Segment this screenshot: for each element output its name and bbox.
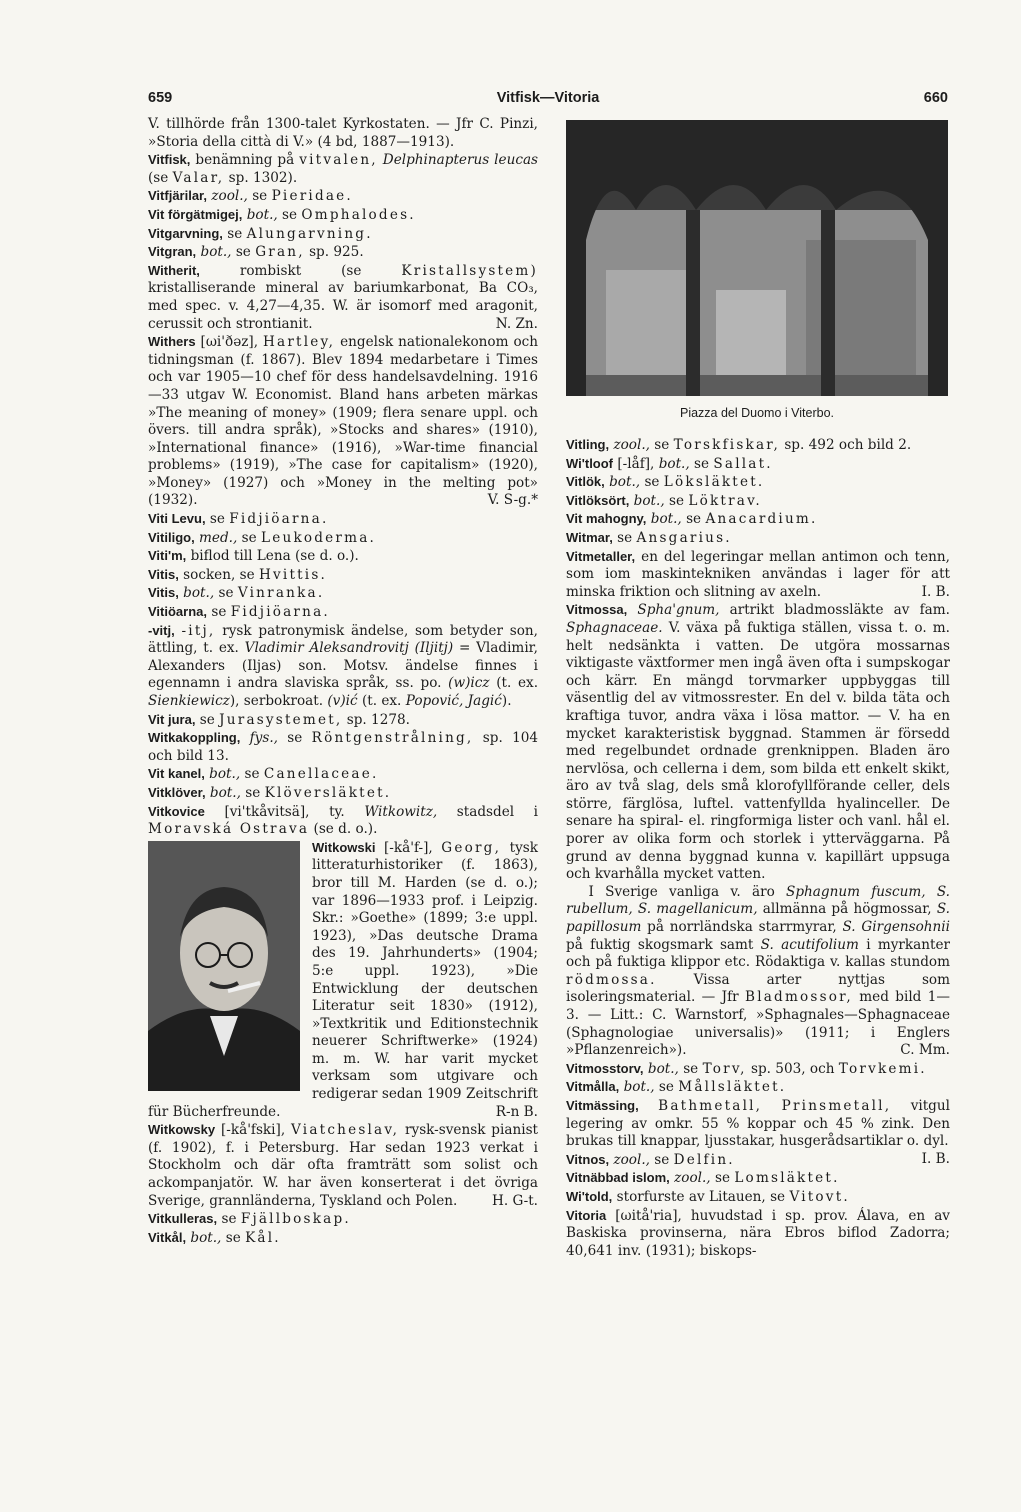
right-column bbox=[566, 436, 950, 1260]
page-number-left: 659 bbox=[148, 90, 173, 106]
headword: Vitmålla, bbox=[566, 1079, 620, 1095]
headword: Vitfisk, bbox=[148, 152, 191, 168]
entry-vitkal: Vitkål, bot., se Kål. bbox=[148, 1229, 281, 1246]
headword: Vitfjärilar, bbox=[148, 188, 208, 204]
entry-vitnos: Vitnos, zool., se Delfin. bbox=[566, 1151, 735, 1168]
entry-vitkulleras: Vitkulleras, se Fjällboskap. bbox=[148, 1211, 351, 1228]
entry-vitj: -vitj, -itj, rysk patronymisk ändelse, som betyder son, ättling, t. ex. Vladimir Aleksandrovitj (Iljitj) = Vladimir, Alexanders (Iljas) son. Motsv. ändelse finnes i egennamn i andra slaviska språk, ss. po. (w)icz (t. ex. Sienkiewicz), serbokroat. (v)ić (t. ex. Popović, Jagić). bbox=[148, 622, 539, 709]
headword: Witkakoppling, bbox=[148, 730, 241, 746]
entry-witherit: Witherit, rombiskt (se Kristallsystem) kristalliserande mineral av bariumkarbonat, Ba CO₃, med spec. v. 4,27—4,35. W. är isomorf med aragonit, cerussit och strontianit. N. Zn. bbox=[148, 262, 538, 332]
entry-witold: Wi'told, storfurste av Litauen, se Vitovt. bbox=[566, 1188, 850, 1205]
author-signature: I. B. bbox=[921, 1150, 950, 1167]
entry-vit-kanel: Vit kanel, bot., se Canellaceae. bbox=[148, 766, 379, 783]
headword: Withers bbox=[148, 334, 196, 350]
entry-witkowsky: Witkowsky [-kå'fski], Viatcheslav, rysk-svensk pianist (f. 1902), f. i Petersburg. Har sedan 1923 verkat i Stockholm och där ofta framträtt som solist och ackompanjatör. W. har även konserterat i det övriga Sverige, grannländerna, Tyskland och Polen. H. G-t. bbox=[148, 1122, 539, 1209]
entry-continuation: V. tillhörde från 1300-talet Kyrkostaten. — Jfr C. Pinzi, »Storia della città di V.» (4 bd, 1887—1913). bbox=[148, 116, 538, 150]
entry-vitnabbad-islom: Vitnäbbad islom, zool., se Lomsläktet. bbox=[566, 1170, 840, 1187]
running-head: Vitfisk—Vitoria bbox=[496, 90, 600, 106]
headword: Vitiligo, bbox=[148, 529, 195, 545]
headword: Viti Levu, bbox=[148, 511, 206, 527]
headword: Vitmässing, bbox=[566, 1097, 639, 1113]
page-number-right: 660 bbox=[923, 90, 948, 106]
entry-vitiligo: Vitiligo, med., se Leukoderma. bbox=[148, 529, 377, 546]
entry-witkowski: Witkowski [-kå'f-], Georg, tysk litteraturhistoriker (f. 1863), bror till M. Harden (se d. o.); var 1896—1933 prof. i Leipzig. Skr.: »Goethe» (1899; 3:e uppl. 1923), »Das deutsche Drama des 19. Jahrhunderts» (1904; 5:e uppl. 1923), »Die Entwicklung der deutschen Literatur seit 1830» (1912), »Textkritik und Editionstechnik neuerer Schriftwerke» (1924) m. m. W. har varit mycket verksam som utgivare och redigerar sedan 1909 Zeitschrift für Bücherfreunde. R-n B. bbox=[148, 839, 539, 1120]
page-header bbox=[148, 90, 948, 110]
entry-vitling: Vitling, zool., se Torskfiskar, sp. 492 och bild 2. bbox=[566, 437, 912, 453]
headword: Vitiöarna, bbox=[148, 604, 208, 620]
entry-vitgarvning: Vitgarvning, se Alungarvning. bbox=[148, 225, 373, 242]
headword: Vitmetaller, bbox=[566, 548, 636, 564]
headword: Vitlök, bbox=[566, 474, 605, 490]
headword: Vitnos, bbox=[566, 1151, 610, 1167]
headword: Vitkulleras, bbox=[148, 1211, 218, 1227]
headword: Vitoria bbox=[566, 1207, 607, 1223]
headword: Vitling, bbox=[566, 437, 610, 452]
headword: Witkowsky bbox=[148, 1122, 216, 1138]
entry-witloof: Wi'tloof [-låf], bot., se Sallat. bbox=[566, 455, 773, 472]
headword: Vitis, bbox=[148, 585, 179, 601]
author-signature: H. G-t. bbox=[492, 1192, 538, 1209]
headword: Vit förgätmigej, bbox=[148, 206, 243, 222]
author-signature: C. Mm. bbox=[900, 1042, 950, 1059]
headword: Vitmosstorv, bbox=[566, 1060, 644, 1076]
headword: Vitnäbbad islom, bbox=[566, 1170, 670, 1186]
viterbo-photo bbox=[566, 120, 948, 396]
entry-vitoria: Vitoria [ωitå'ria], huvudstad i sp. prov. Álava, en av Baskiska provinserna, nära Ebros biflod Zadorra; 40,641 inv. (1931); biskops- bbox=[566, 1207, 950, 1259]
headword: Vitgarvning, bbox=[148, 225, 223, 241]
headword: Wi'tloof bbox=[566, 455, 614, 471]
entry-vitmosstorv: Vitmosstorv, bot., se Torv, sp. 503, och Torvkemi. bbox=[566, 1060, 927, 1077]
headword: Wi'told, bbox=[566, 1188, 613, 1204]
entry-vitlok: Vitlök, bot., se Löksläktet. bbox=[566, 474, 765, 491]
author-signature: I. B. bbox=[921, 583, 950, 600]
entry-vitis-socken: Vitis, socken, se Hvittis. bbox=[148, 566, 328, 583]
headword: Vitklöver, bbox=[148, 784, 206, 800]
entry-vitioarna: Vitiöarna, se Fidjiöarna. bbox=[148, 604, 330, 621]
entry-vitfjarilar: Vitfjärilar, zool., se Pieridae. bbox=[148, 188, 353, 205]
entry-vitis-bot: Vitis, bot., se Vinranka. bbox=[148, 585, 325, 602]
headword: -vitj, bbox=[148, 622, 175, 638]
entry-vitloksort: Vitlöksört, bot., se Löktrav. bbox=[566, 492, 762, 509]
headword: Vitkål, bbox=[148, 1229, 187, 1245]
entry-vitim: Viti'm, biflod till Lena (se d. o.). bbox=[148, 548, 359, 565]
headword: Vit jura, bbox=[148, 711, 196, 727]
entry-witkakoppling: Witkakoppling, fys., se Röntgenstrålning, sp. 104 och bild 13. bbox=[148, 730, 539, 764]
headword: Vitkovice bbox=[148, 803, 205, 819]
entry-vitfisk: Vitfisk, benämning på vitvalen, Delphinapterus leucas (se Valar, sp. 1302). bbox=[148, 152, 539, 186]
author-signature: N. Zn. bbox=[495, 315, 538, 332]
left-column bbox=[148, 116, 538, 1247]
headword: Vit kanel, bbox=[148, 766, 205, 782]
entry-vitklover: Vitklöver, bot., se Klöversläktet. bbox=[148, 784, 392, 801]
entry-vit-jura: Vit jura, se Jurasystemet, sp. 1278. bbox=[148, 711, 410, 728]
entry-vitkovice: Vitkovice [vi'tkåvitsä], ty. Witkowitz, stadsdel i Moravská Ostrava (se d. o.). bbox=[148, 803, 539, 838]
headword: Vit mahogny, bbox=[566, 511, 647, 527]
entry-vitgran: Vitgran, bot., se Gran, sp. 925. bbox=[148, 244, 364, 261]
headword: Vitmossa, bbox=[566, 602, 628, 618]
photo-caption: Piazza del Duomo i Viterbo. bbox=[679, 406, 835, 420]
headword: Vitlöksört, bbox=[566, 492, 630, 508]
portrait-image bbox=[148, 841, 300, 1091]
headword: Vitgran, bbox=[148, 244, 197, 260]
author-signature: V. S-g.* bbox=[487, 492, 538, 509]
headword: Vitis, bbox=[148, 566, 179, 582]
headword: Witmar, bbox=[566, 529, 613, 545]
entry-vitmossa: Vitmossa, Spha'gnum, artrikt bladmossläkte av fam. Sphagnaceae. V. växa på fuktiga ställen, vissa t. o. m. helt nedsänkta i vatten. De utgöra mossarnas viktigaste växtformer men ingå även ofta i sumpskogar och kärr. En mängd torvmarker uppbyggas till väsentlig del av vitmossrester. En del v. bilda täta och kraftiga tuvor, andra växa i lösa mattor. — V. ha en mycket karakteristisk byggnad. Stammen är försedd med regelbundet ordnade grenknippen. Bladen äro nervlösa, och cellerna i dem, som bilda ett enkelt skikt, äro av två slag, dels små klorofyllförande celler, dels större, färglösa, luftel. vattenfyllda hyalinceller. De senare ha spiral- el. ringformiga lister och vanl. hål el. porer av olika form och storlek i ytterväggarna. På grund av denna byggnad kunna v. kapillärt uppsuga och kvarhålla mycket vatten. bbox=[566, 602, 950, 883]
entry-vitmossa-sweden: I Sverige vanliga v. äro Sphagnum fuscum, S. rubellum, S. magellanicum, allmänna på högmossar, S. papillosum på norrländska starrmyrar, S. Girgensohnii på fuktig skogsmark samt S. acutifolium i myrkanter och på fuktiga klippor etc. Rödaktiga v. kallas stundom rödmossa. Vissa arter nyttjas som isoleringsmaterial. — Jfr Bladmossor, med bild 1—3. — Litt.: C. Warnstorf, »Sphagnales—Sphagnaceae (Sphagnologiae universalis)» (1911; i Englers »Pflanzenreich»). C. Mm. bbox=[566, 883, 951, 1059]
headword: Witkowski bbox=[312, 839, 376, 855]
entry-vitmetaller: Vitmetaller, en del legeringar mellan antimon och tenn, som iom maskintekniken användas i lager för att minska friktion och slitning av axeln. I. B. bbox=[566, 548, 950, 600]
viterbo-image bbox=[566, 120, 948, 396]
portrait-photo bbox=[148, 841, 300, 1091]
entry-vit-mahogny: Vit mahogny, bot., se Anacardium. bbox=[566, 511, 818, 528]
headword: Viti'm, bbox=[148, 548, 187, 564]
entry-witmar: Witmar, se Ansgarius. bbox=[566, 529, 732, 546]
author-signature: R-n B. bbox=[495, 1103, 538, 1120]
entry-vitmalla: Vitmålla, bot., se Mållsläktet. bbox=[566, 1079, 787, 1096]
entry-viti-levu: Viti Levu, se Fidjiöarna. bbox=[148, 511, 329, 528]
headword: Witherit, bbox=[148, 262, 200, 278]
entry-vitmassing: Vitmässing, Bathmetall, Prinsmetall, vitgul legering av omkr. 55 % koppar och 45 % zink. Den brukas till knappar, ljusstakar, husgerådsartiklar o. dyl. I. B. bbox=[566, 1097, 950, 1167]
entry-withers: Withers [ωi'ðəz], Hartley, engelsk nationalekonom och tidningsman (f. 1867). Blev 1894 medarbetare i Times och var 1905—10 chef för dess handelsavdelning. 1916—33 utgav W. Economist. Bland hans arbeten märkas »The meaning of money» (1909; flera senare uppl. och övers. till andra språk), »Stocks and shares» (1910), »International finance» (1916), »War-time financial problems» (1919), »The case for capitalism» (1920), »Money» (1927) och »Money in the melting pot» (1932). V. S-g.* bbox=[148, 334, 539, 509]
entry-vit-forgatmigej: Vit förgätmigej, bot., se Omphalodes. bbox=[148, 206, 416, 223]
